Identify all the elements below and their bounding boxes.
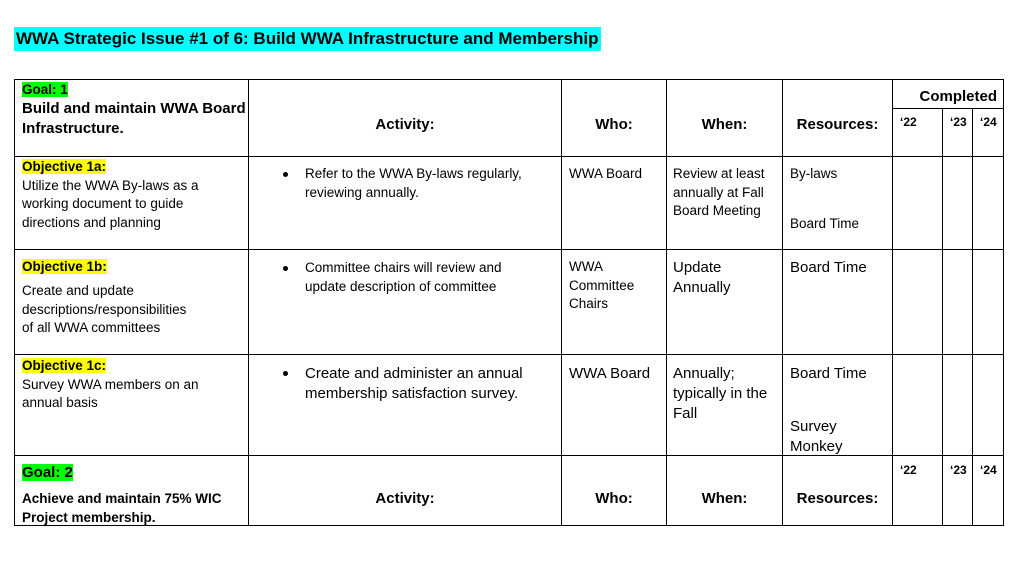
- objective-1b-label: Objective 1b:: [22, 259, 107, 274]
- objective-1b-activity: Committee chairs will review and update description of committee: [305, 260, 502, 294]
- goal-2-header-when: When:: [701, 490, 748, 507]
- objective-1c-label: Objective 1c:: [22, 358, 107, 373]
- goal-2-label: Goal: 2: [22, 464, 73, 481]
- objective-1a: Objective 1a: Utilize the WWA By-laws as a working document to guide directions and planning: [22, 159, 199, 230]
- bullet-icon: [283, 172, 288, 177]
- objective-1b-resource-1: Board Time: [790, 259, 867, 276]
- header-year-24: ‘24: [980, 115, 997, 129]
- objective-1c-resource-1: Board Time: [790, 365, 867, 382]
- header-who: Who:: [595, 116, 633, 133]
- header-year-23: ‘23: [950, 115, 967, 129]
- header-completed: Completed: [919, 88, 997, 105]
- goal-1-text: Build and maintain WWA Board Infrastructure.: [22, 100, 246, 137]
- goal-2-header-who: Who:: [595, 490, 633, 507]
- goal-2-header-activity: Activity:: [375, 490, 435, 507]
- header-when: When:: [701, 116, 748, 133]
- objective-1a-when: Review at least annually at Fall Board Meeting: [673, 166, 765, 218]
- objective-1a-label: Objective 1a:: [22, 159, 107, 174]
- goal-2-year-23: ‘23: [950, 463, 967, 477]
- objective-1c: Objective 1c: Survey WWA members on an annual basis: [22, 358, 199, 410]
- header-year-22: ‘22: [900, 115, 917, 129]
- objective-1a-who: WWA Board: [569, 166, 643, 181]
- objective-1c-who: WWA Board: [569, 365, 651, 382]
- goal-2-header-resources: Resources:: [796, 490, 879, 507]
- objective-1a-resource-2: Board Time: [790, 216, 860, 231]
- header-activity: Activity:: [375, 116, 435, 133]
- objective-1a-resource-1: By-laws: [790, 166, 838, 181]
- objective-1c-when: Annually; typically in the Fall: [673, 365, 768, 422]
- objective-1a-activity: Refer to the WWA By-laws regularly, reviewing annually.: [305, 166, 522, 200]
- objective-1c-resource-2: Survey Monkey: [790, 418, 843, 455]
- bullet-icon: [283, 371, 288, 376]
- goal-2-year-24: ‘24: [980, 463, 997, 477]
- objective-1c-activity: Create and administer an annual membership satisfaction survey.: [305, 365, 523, 402]
- bullet-icon: [283, 266, 288, 271]
- goal-1-label: Goal: 1: [22, 82, 68, 97]
- objective-1b-when: Update Annually: [673, 259, 731, 296]
- objective-1b: Create and update descriptions/responsibilities of all WWA committees: [22, 283, 187, 335]
- goal-2-year-22: ‘22: [900, 463, 917, 477]
- page-title: WWA Strategic Issue #1 of 6: Build WWA Infrastructure and Membership: [14, 27, 601, 51]
- objective-1b-who: WWA Committee Chairs: [569, 259, 635, 311]
- header-resources: Resources:: [796, 116, 879, 133]
- goal-2-text: Achieve and maintain 75% WIC Project membership.: [22, 491, 222, 525]
- objective-1b-label-wrap: [22, 258, 107, 277]
